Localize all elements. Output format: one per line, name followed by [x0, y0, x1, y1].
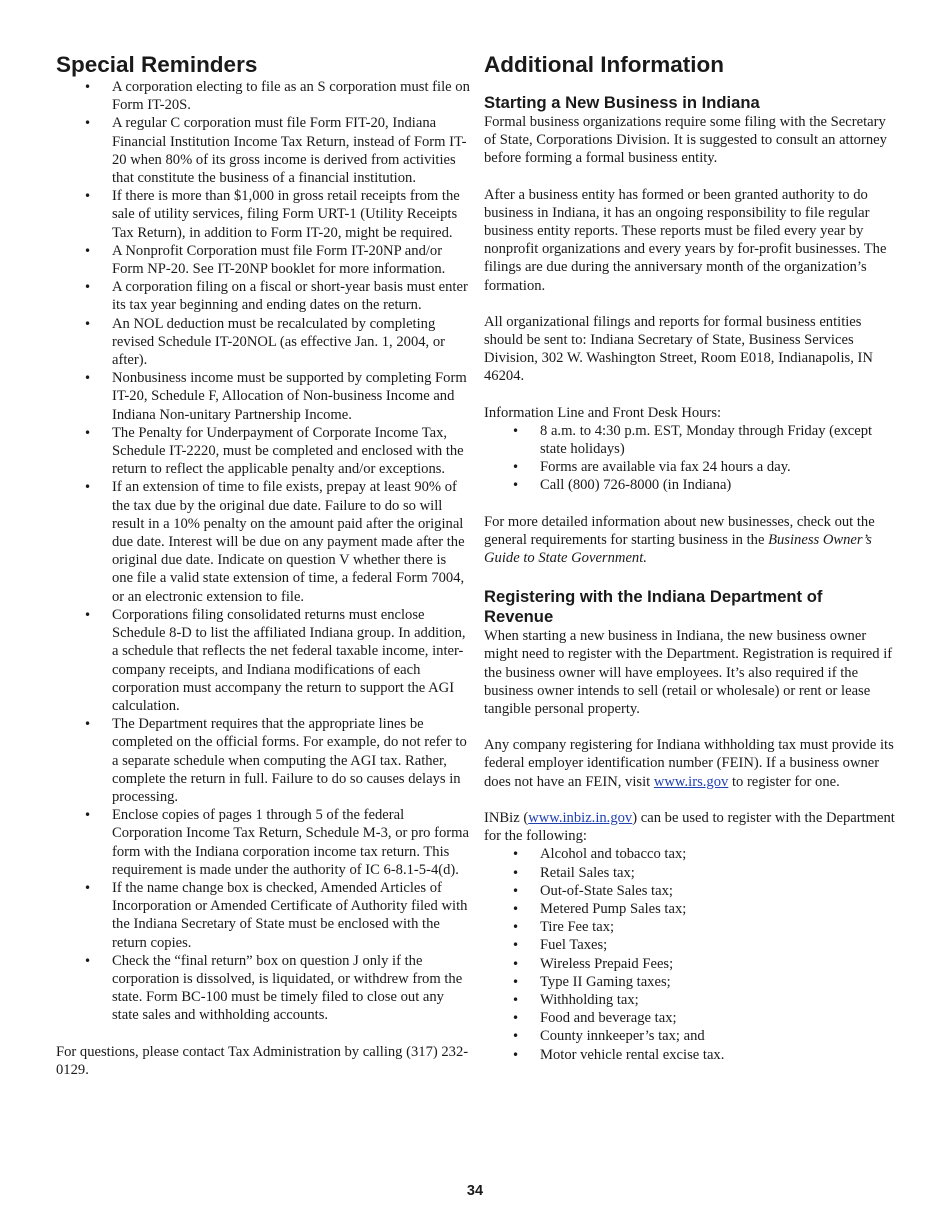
- list-item: • The Department requires that the appropriate lines be completed on the official forms. For example, do not refer to a separate schedule when computing the AGI tax. Rather, complete the return in full. Failure to do so causes delays in processing.: [56, 715, 470, 806]
- list-item: • Forms are available via fax 24 hours a day.: [484, 458, 896, 476]
- list-item: • Check the “final return” box on question J only if the corporation is dissolved, is liquidated, or withdrew from the state. Form BC-100 must be timely filed to close out any state sales and withholding accounts.: [56, 952, 470, 1025]
- starting-paragraph-4: [484, 513, 896, 568]
- list-item: • A Nonprofit Corporation must file Form IT-20NP and/or Form NP-20. See IT-20NP booklet for more information.: [56, 242, 470, 278]
- starting-paragraph-3: All organizational filings and reports for formal business entities should be sent to: Indiana Secretary of State, Business Services Division, 302 W. Washington Street, Room E018, Indianapolis, IN 46204.: [484, 313, 873, 385]
- registering-heading: Registering with the Indiana Department of Revenue: [484, 587, 823, 627]
- starting-paragraph-2: After a business entity has formed or been granted authority to do business in Indiana, it has an ongoing responsibility to file regular business entity reports. These reports must be filed every year by nonprofit organizations and every years by for-profit businesses. The filings are due during the anniversary month of the organization’s formation.: [484, 186, 887, 294]
- left-column: [56, 52, 470, 1079]
- list-item: • If there is more than $1,000 in gross retail receipts from the sale of utility services, filing Form URT-1 (Utility Receipts Tax Return), in addition to Form IT-20, might be required.: [56, 187, 470, 242]
- list-item: • Nonbusiness income must be supported by completing Form IT-20, Schedule F, Allocation of Non-business Income and Indiana Non-unitary Partnership Income.: [56, 369, 470, 424]
- right-column: [484, 52, 896, 1064]
- list-item: • County innkeeper’s tax; and: [484, 1027, 896, 1045]
- list-item: • Retail Sales tax;: [484, 864, 896, 882]
- contact-paragraph: For questions, please contact Tax Administration by calling (317) 232-0129.: [56, 1043, 469, 1078]
- tax-types-list: [484, 845, 896, 1063]
- list-item: • The Penalty for Underpayment of Corporate Income Tax, Schedule IT-2220, must be completed and enclosed with the return to reflect the applicable penalty and/or exceptions.: [56, 424, 470, 479]
- list-item: • Motor vehicle rental excise tax.: [484, 1046, 896, 1064]
- fein-text: Any company registering for Indiana withholding tax must provide its federal employer identification number (FEIN). If a business owner does not have an FEIN, visit: [484, 737, 894, 790]
- list-item: • If the name change box is checked, Amended Articles of Incorporation or Amended Certificate of Authority filed with the Indiana Secretary of State must be enclosed with the return copies.: [56, 879, 470, 952]
- special-reminders-title: Special Reminders: [56, 52, 258, 77]
- list-item: • An NOL deduction must be recalculated by completing revised Schedule IT-20NOL (as effective Jan. 1, 2004, or after).: [56, 315, 470, 370]
- guide-title: Business Owner’s Guide to State Government.: [484, 531, 872, 567]
- irs-link[interactable]: www.irs.gov: [653, 773, 729, 790]
- list-item: • Wireless Prepaid Fees;: [484, 955, 896, 973]
- list-item: • Alcohol and tobacco tax;: [484, 845, 896, 863]
- inbiz-text-end: ) can be used to register with the Department for the following:: [484, 809, 895, 845]
- guide-text: For more detailed information about new businesses, check out the general requirements for starting business in the: [484, 513, 875, 548]
- list-item: • Food and beverage tax;: [484, 1009, 896, 1027]
- list-item: • Enclose copies of pages 1 through 5 of the federal Corporation Income Tax Return, Schedule M-3, or pro forma form with the Indiana corporation income tax return. This requirement is made under the authority of IC 6-8.1-5-4(d).: [56, 806, 470, 879]
- starting-paragraph-1: Formal business organizations require some filing with the Secretary of State, Corporations Division. It is suggested to consult an attorney before forming a formal business entity.: [484, 114, 887, 167]
- list-item: • A regular C corporation must file Form FIT-20, Indiana Financial Institution Income Tax Return, instead of Form IT-20 when 80% of its gross income is derived from activities that constitute the business of a financial institution.: [56, 114, 470, 187]
- list-item: • Fuel Taxes;: [484, 936, 896, 954]
- registering-paragraph-1: When starting a new business in Indiana, the new business owner might need to register with the Department. Registration is required if the business owner will have employees. It’s also required if the business owner intends to sell (retail or wholesale) or rent or lease tangible personal property.: [484, 628, 893, 718]
- list-item: • If an extension of time to file exists, prepay at least 90% of the tax due by the original due date. Failure to do so will result in a 10% penalty on the amount paid after the original due date. Interest will be due on any payment made after the original due date. Indicate on question V whether there is one file a valid state extension of time, a federal Form 7004, or an electronic extension to file.: [56, 478, 470, 605]
- registering-paragraph-2: [484, 736, 896, 791]
- list-item: • 8 a.m. to 4:30 p.m. EST, Monday through Friday (except state holidays): [484, 422, 896, 458]
- reminders-list: [56, 78, 470, 1025]
- page-number: 34: [466, 1183, 484, 1199]
- list-item: • Metered Pump Sales tax;: [484, 900, 896, 918]
- list-item: • Corporations filing consolidated returns must enclose Schedule 8-D to list the affiliated Indiana group. In addition, a schedule that reflects the net federal taxable income, inter-company receipts, and Indiana modifications of each corporation must accompany the return to support the AGI calculation.: [56, 606, 470, 715]
- inbiz-text: INBiz (: [484, 809, 529, 826]
- list-item: • A corporation electing to file as an S corporation must file on Form IT-20S.: [56, 78, 470, 114]
- registering-paragraph-3: [484, 809, 896, 845]
- list-item: • Out-of-State Sales tax;: [484, 882, 896, 900]
- inbiz-link[interactable]: www.inbiz.in.gov: [528, 809, 633, 826]
- hours-list: [484, 422, 896, 495]
- list-item: • A corporation filing on a fiscal or short-year basis must enter its tax year beginning and ending dates on the return.: [56, 278, 470, 314]
- list-item: • Tire Fee tax;: [484, 918, 896, 936]
- additional-information-title: Additional Information: [484, 52, 724, 77]
- starting-business-heading: Starting a New Business in Indiana: [484, 93, 760, 112]
- hours-intro: Information Line and Front Desk Hours:: [484, 404, 722, 421]
- list-item: • Withholding tax;: [484, 991, 896, 1009]
- list-item: • Type II Gaming taxes;: [484, 973, 896, 991]
- list-item: • Call (800) 726-8000 (in Indiana): [484, 476, 896, 494]
- fein-text-end: to register for one.: [728, 773, 840, 790]
